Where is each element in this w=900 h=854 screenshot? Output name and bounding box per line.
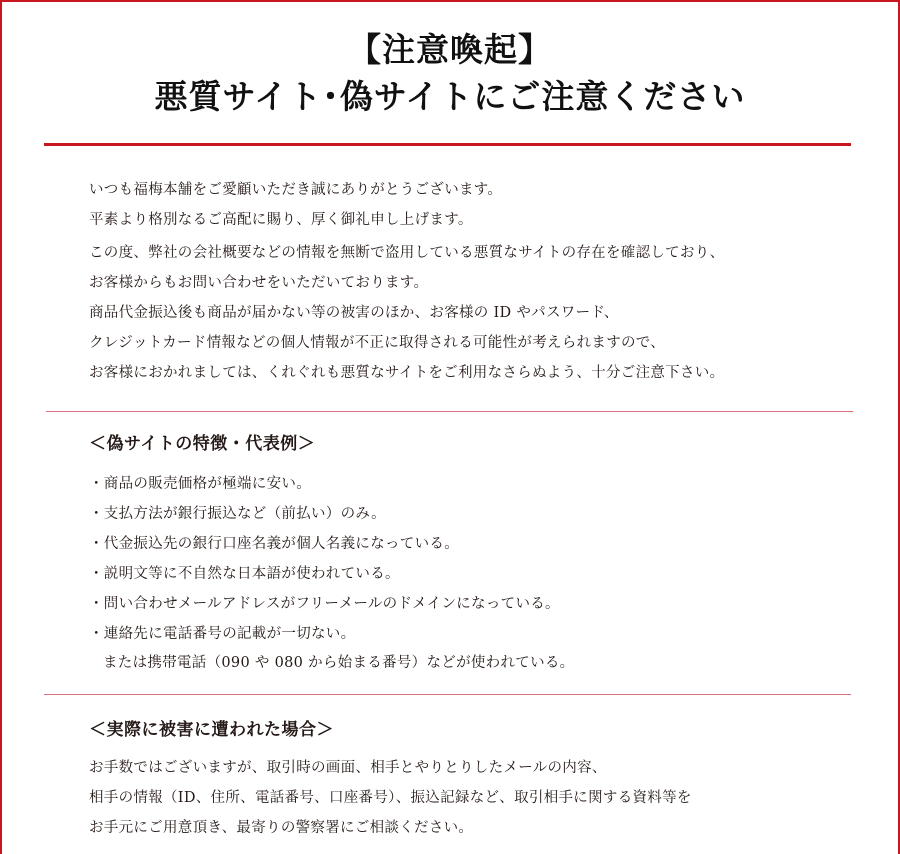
damage-heading: ＜実際に被害に遭われた場合＞: [89, 720, 334, 740]
damage-line: お手元にご用意頂き、最寄りの警察署にご相談ください。: [89, 820, 474, 836]
title-line-2: 悪質サイト･偽サイトにご注意ください: [154, 77, 746, 116]
notice-title: [0, 26, 900, 120]
damage-line: お手数ではございますが、取引時の画面、相手とやりとりしたメールの内容、: [89, 760, 607, 776]
title-divider: [44, 143, 851, 146]
greeting-line: いつも福梅本舗をご愛顧いただき誠にありがとうございます。: [89, 182, 503, 198]
intro-line: お客様におかれましては、くれぐれも悪質なサイトをご利用なさらぬよう、十分ご注意下さい。: [89, 365, 725, 381]
intro-line: クレジットカード情報などの個人情報が不正に取得される可能性が考えられますので、: [89, 335, 666, 351]
list-item: ・問い合わせメールアドレスがフリーメールのドメインになっている。: [89, 596, 560, 612]
list-item: ・商品の販売価格が極端に安い。: [89, 476, 311, 492]
list-item-continuation: または携帯電話（090 や 080 から始まる番号）などが使われている。: [103, 655, 575, 671]
list-item: ・支払方法が銀行振込など（前払い）のみ。: [89, 506, 386, 522]
section-divider: [46, 411, 853, 412]
features-heading: ＜偽サイトの特徴・代表例＞: [89, 434, 316, 454]
intro-line: この度、弊社の会社概要などの情報を無断で盗用している悪質なサイトの存在を確認しており、: [89, 245, 725, 261]
greeting-paragraph: [89, 175, 502, 235]
title-line-1: 【注意喚起】: [348, 30, 552, 69]
list-item: [89, 619, 574, 677]
damage-paragraph: [89, 753, 692, 843]
intro-line: 商品代金振込後も商品が届かない等の被害のほか、お客様の ID やパスワード、: [89, 305, 619, 321]
list-item: ・説明文等に不自然な日本語が使われている。: [89, 566, 400, 582]
intro-paragraph: [89, 238, 724, 388]
section-divider: [44, 694, 851, 695]
list-item-text: ・連絡先に電話番号の記載が一切ない。: [89, 626, 356, 642]
intro-line: お客様からもお問い合わせをいただいております。: [89, 275, 429, 291]
greeting-line: 平素より格別なるご高配に賜り、厚く御礼申し上げます。: [89, 212, 473, 228]
features-list: [89, 469, 574, 677]
damage-line: 相手の情報（ID、住所、電話番号、口座番号）、振込記録など、取引相手に関する資料等を: [89, 790, 692, 806]
list-item: ・代金振込先の銀行口座名義が個人名義になっている。: [89, 536, 459, 552]
